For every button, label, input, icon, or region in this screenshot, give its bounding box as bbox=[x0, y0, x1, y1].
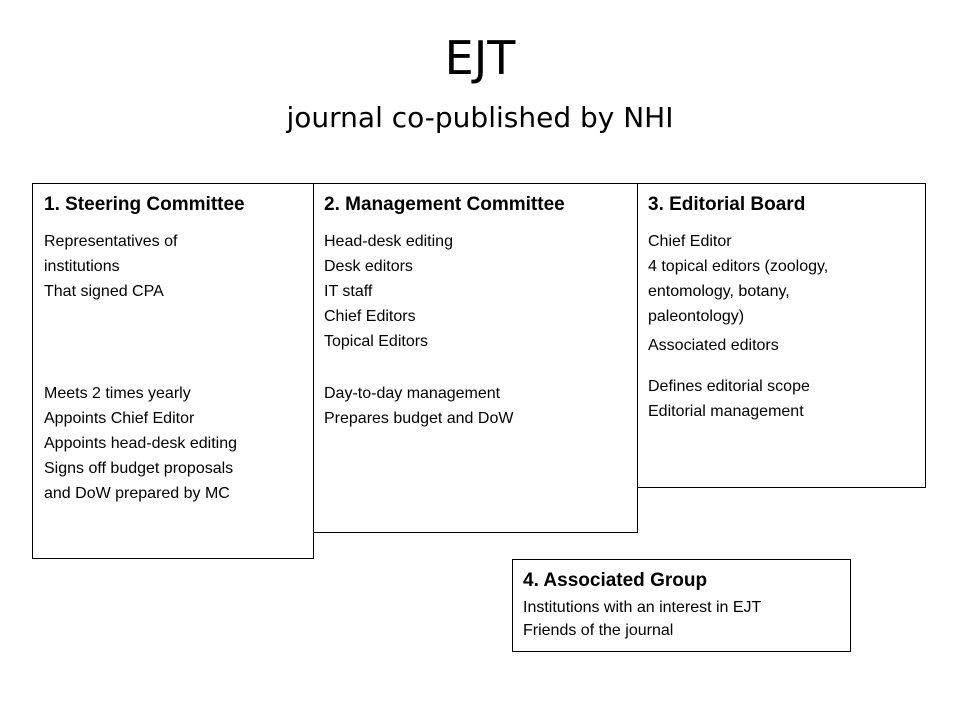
steering-duty-line: and DoW prepared by MC bbox=[44, 485, 230, 502]
management-duty-line: Prepares budget and DoW bbox=[324, 410, 514, 427]
associated-member-line: Institutions with an interest in EJT bbox=[523, 599, 762, 616]
management-committee-box bbox=[313, 183, 638, 533]
steering-member-line: institutions bbox=[44, 258, 120, 275]
management-committee-title: 2. Management Committee bbox=[324, 194, 565, 215]
editorial-duty-line: Defines editorial scope bbox=[648, 378, 810, 395]
steering-committee-title: 1. Steering Committee bbox=[44, 194, 245, 215]
page-title: EJT bbox=[444, 31, 516, 85]
page-subtitle: journal co-published by NHI bbox=[286, 101, 674, 134]
steering-member-line: That signed CPA bbox=[44, 283, 164, 300]
editorial-board-box bbox=[637, 183, 926, 488]
steering-duty-line: Appoints head-desk editing bbox=[44, 435, 238, 452]
editorial-member-line: paleontology) bbox=[648, 308, 745, 325]
management-member-line: Topical Editors bbox=[324, 333, 429, 350]
associated-group-box bbox=[512, 559, 851, 652]
management-member-line: IT staff bbox=[324, 283, 373, 300]
management-member-line: Chief Editors bbox=[324, 308, 416, 325]
associated-member-line: Friends of the journal bbox=[523, 622, 674, 639]
editorial-member-line: Chief Editor bbox=[648, 233, 732, 250]
steering-duty-line: Signs off budget proposals bbox=[44, 460, 234, 477]
steering-committee-box bbox=[32, 183, 314, 559]
editorial-member-line: entomology, botany, bbox=[648, 283, 790, 300]
management-member-line: Desk editors bbox=[324, 258, 413, 275]
steering-member-line: Representatives of bbox=[44, 233, 178, 250]
management-member-line: Head-desk editing bbox=[324, 233, 453, 250]
steering-duty-line: Appoints Chief Editor bbox=[44, 410, 195, 427]
editorial-board-title: 3. Editorial Board bbox=[648, 194, 806, 215]
management-duty-line: Day-to-day management bbox=[324, 385, 501, 402]
editorial-member-line: Associated editors bbox=[648, 337, 779, 354]
steering-duty-line: Meets 2 times yearly bbox=[44, 385, 191, 402]
associated-group-title: 4. Associated Group bbox=[523, 570, 708, 591]
editorial-member-line: 4 topical editors (zoology, bbox=[648, 258, 829, 275]
editorial-duty-line: Editorial management bbox=[648, 403, 804, 420]
